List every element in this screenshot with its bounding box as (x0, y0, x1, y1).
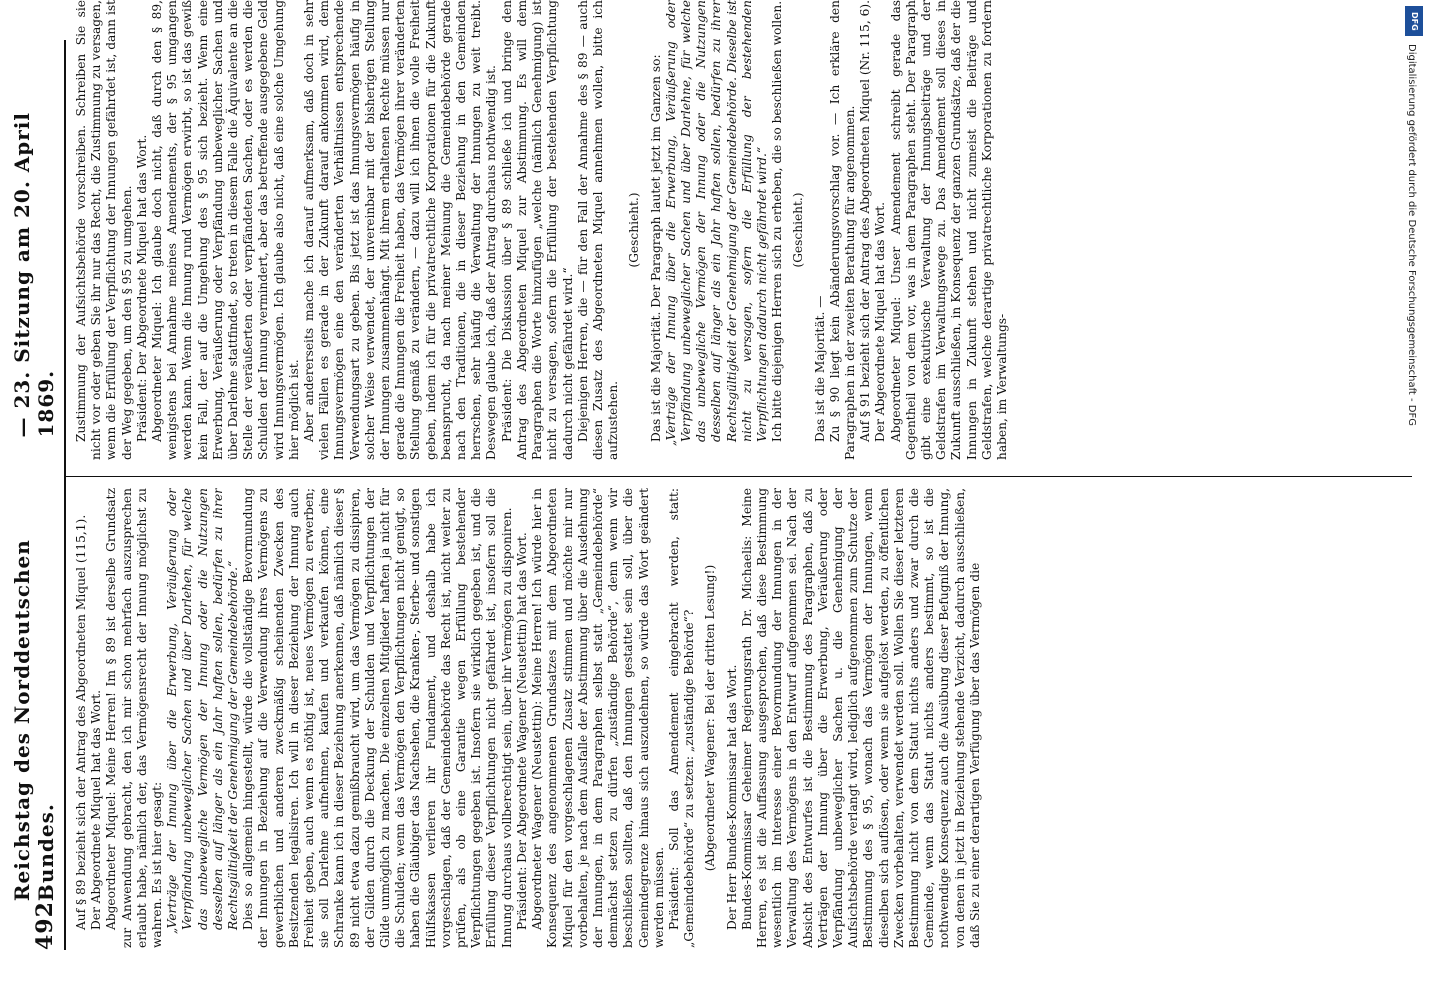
paragraph: Auf § 89 bezieht sich der Antrag des Abgeordneten Miquel (115,1). (74, 514, 88, 930)
paragraph: Präsident: Soll das Amendement eingebracht werden, statt: „Gemeindebehörde“ zu setzen: „zuständige Behörde“? (666, 488, 697, 948)
paragraph: Abgeordneter Miquel: Meine Herren! Im § 89 ist derselbe Grundsatz zur Anwendung gebracht, den ich mir schon mehrfach auszusprechen erlaubt habe, nämlich der, das Vermögensrecht der Innung möglichst zu wahren. Es ist hier gesagt: (104, 488, 165, 948)
paragraph: Auf § 91 bezieht sich der Antrag des Abgeordneten Miquel (Nr. 115, 6). (858, 0, 873, 442)
dfg-credit: Digitalisierung gefördert durch die Deutsche Forschungsgemeinschaft - DFG (1406, 44, 1417, 427)
right-column (74, 0, 1412, 460)
running-header (10, 40, 58, 950)
header-right-title: — 23. Sitzung am 20. April 1869. (10, 112, 58, 438)
paragraph: Der Herr Bundes-Kommissar hat das Wort. (724, 664, 739, 930)
paragraph: Aber andererseits mache ich darauf aufmerksam, daß doch in sehr vielen Fällen es gerade in der Zukunft darauf ankommen wird, dem Innungsvermögen eine den veränderten Verhältnissen entsprechende Verwendungsart zu geben. Bis jetzt ist das Innungsvermögen häufig in solcher Weise verwendet, der unvereinbar mit der bisherigen Stellung der Innungen zusammenhängt. Mit ihrem erhaltenen Rechte müssen nur gerade die Innungen die Freiheit haben, das Vermögen ihrer veränderten Stellung gemäß zu verändern, — dazu will ich ihnen die volle Freiheit geben, indem ich für die privatrechtliche Korporationen für die Zukunft beansprucht, da nach meiner Meinung die Gemeindebehörde gerade nach den Traditionen, die in dieser Beziehung in den Gemeinden herrschen, sehr häufig die Verwaltung der Innungen zu weit treibt. Deswegen glaube ich, daß der Antrag durchaus nothwendig ist. (302, 0, 499, 460)
paragraph: Bundes-Kommissar Geheimer Regierungsrath Dr. Michaelis: Meine Herren, es ist die Auffassung ausgesprochen, daß diese Bestimmung wesentlich im Interesse einer Bevormundung der Innungen in der Verwaltung des Vermögens in den Entwurf aufgenommen sei. Nach der Absicht des Entwurfes ist die Bestimmung des Paragraphen, daß zu Verträgen der Innung über die Erwerbung, Veräußerung oder Verpfändung unbeweglicher Sachen u. die Genehmigung der Aufsichtsbehörde verlangt wird, lediglich aufgenommen zum Schutze der Bestimmung des § 95, wonach das Vermögen der Innungen, wenn dieselben sich auflösen, oder wenn sie aufgelöst werden, zu öffentlichen Zwecken vorbehalten, verwendet werden soll. Wollen Sie dieser letzteren Bestimmung nicht von dem Statut nichts anders und zwar durch die Gemeinde, wenn das Statut nichts anders bestimmt, so ist die nothwendige Konsequenz auch die Ausübung dieser Befugniß der Innung, von denen in jetzt in Beziehung stehende Verzicht, dadurch ausschließen, daß Sie zu einer derartigen Verfügung über das Vermögen die (739, 488, 982, 948)
paragraph: (Abgeordneter Wagener: Bei der dritten Lesung!) (703, 564, 718, 872)
paragraph: Präsident: Der Abgeordnete Miquel hat das Wort. (134, 134, 149, 442)
left-column (74, 488, 1412, 948)
dfg-sidebar (1402, 0, 1428, 1000)
paragraph: Abgeordneter Wagener (Neustettin): Meine Herren! Ich würde hier in Konsequenz des angenommenen Grundsatzes mit dem Abgeordneten Miquel für den vorgeschlagenen Zusatz stimmen und möchte mir nur vorbehalten, je nach dem Ausfalle der Abstimmung über die Ausdehnung der Innungen, in dem Paragraphen selbst statt „Gemeindebehörde“ demnächst setzen zu dürfen „zuständige Behörde“, denn wenn wir beschließen sollten, daß den Innungen gestattet sein soll, über die Gemeindegrenze hinaus sich auszudehnen, so würde das Wort geändert werden müssen. (530, 488, 666, 948)
paragraph: „Verträge der Innung über die Erwerbung, Veräußerung oder Verpfändung unbeweglicher Sachen und über Darlehen, für welche das unbewegliche Vermögen der Innung oder die Nutzungen desselben auf länger als ein Jahr haften sollen, bedürfen zu ihrer Rechtsgültigkeit der Genehmigung der Gemeindebehörde.“ (165, 488, 241, 934)
paragraph: Das ist die Majorität. — (812, 295, 827, 442)
paragraph: „Verträge der Innung über die Erwerbung, Veräußerung oder Verpfändung unbeweglicher Sachen und über Darlehne, für welche das unbewegliche Vermögen der Innung oder die Nutzungen desselben auf länger als ein Jahr haften sollen, bedürfen zu ihrer Rechtsgültigkeit der Genehmigung der Gemeindebehörde. Dieselbe ist nicht zu versagen, sofern die Erfüllung der bestehenden Verpflichtungen dadurch nicht gefährdet wird.“ (663, 0, 769, 446)
paragraph: Ich bitte diejenigen Herren sich zu erheben, die so beschließen wollen. (770, 0, 785, 442)
paragraph: (Geschieht.) (627, 192, 642, 268)
paragraph: Das ist die Majorität. Der Paragraph lautet jetzt im Ganzen so: (648, 54, 663, 442)
paragraph: Zustimmung der Aufsichtsbehörde vorschreiben. Schreiben Sie sie nicht vor oder geben Sie ihr nur das Recht, die Zustimmung zu versagen, wenn die Erfüllung der Verpflichtung der Innungen gefährdet ist, dann ist der Weg gegeben, um den § 95 zu umgehen. (74, 0, 134, 460)
column-divider (66, 476, 1412, 477)
paragraph: (Geschieht.) (791, 192, 806, 268)
dfg-logo: DFG (1405, 6, 1423, 36)
paragraph: Abgeordneter Miquel: Ich glaube doch nicht, daß durch den § 89, wenigstens bei Annahme meines Amendements, der § 95 umgangen werden kann. Wenn die Innung rund Vermögen erwirbt, so ist das gewiß kein Fall, der auf die Umgehung des § 95 sich bezieht. Wenn eine Erwerbung, Veräußerung oder Verpfändung unbeweglicher Sachen und über Darlehne stattfindet, so treten in diesem Falle die Äquivalente an die Stelle der veräußerten oder verpfändeten Sachen, oder es werden die Schulden der Innung vermindert, aber das betreffende ausgegebene Geld wird Innungsvermögen. Ich glaube also nicht, daß eine solche Umgehung hier möglich ist. (150, 0, 301, 460)
paragraph: Präsident: Die Diskussion über § 89 schließe ich und bringe den Antrag des Abgeordneten Miquel zur Abstimmung. Es will dem Paragraphen die Worte hinzufügen „welche (nämlich Genehmigung) ist nicht zu versagen, sofern die Erfüllung der bestehenden Verpflichtung dadurch nicht gefährdet wird.“ (499, 0, 575, 460)
header-rule (64, 40, 66, 950)
paragraph: Zu § 90 liegt kein Abänderungsvorschlag vor. — Ich erkläre den Paragraphen in der zweiten Berathung für angenommen. (827, 0, 857, 460)
paragraph: Präsident: Der Abgeordnete Wagener (Neustettin) hat das Wort. (514, 532, 529, 930)
paragraph: Der Abgeordnete Miquel hat das Wort. (873, 201, 888, 442)
page-number: 492 (32, 901, 58, 950)
paragraph: Abgeordneter Miquel: Unser Amendement schreibt gerade das Gegentheil von dem vor, was in dem Paragraphen steht. Der Paragraph gibt eine exekutivische Verwaltung der Innungsbeiträge und der Geldstrafen im Verwaltungswege zu. Das Amendement soll dieses in Zukunft ausschließen, in Konsequenz der ganzen Grundsätze, daß der die Innungen in Zukunft stehen und nicht zumeist die Beiträge und Geldstrafen, welche derartige privatrechtliche Korporationen zu fordern haben, im Verwaltungs- (888, 0, 1009, 460)
paragraph: Der Abgeordnete Miquel hat das Wort. (89, 689, 104, 930)
paragraph: Diejenigen Herren, die — für den Fall der Annahme des § 89 — auch diesen Zusatz des Abgeordneten Miquel annehmen wollen, bitte ich aufzustehen. (575, 0, 621, 460)
header-left-title: Reichstag des Norddeutschen Bundes. (10, 539, 58, 902)
paragraph: Dies so allgemein hingestellt, würde die vollständige Bevormundung der Innungen in Beziehung auf die Verwendung ihres Vermögens zu gewerblichen und anderen zweckmäßig scheinenden Zwecken des Besitzenden legalisiren. Ich will in dieser Beziehung der Innung auch Freiheit geben, auch wenn es nöthig ist, neues Vermögen zu erwerben; sie soll Darlehne aufnehmen, kaufen und verkaufen können, eine Schranke kann ich in dieser Beziehung anerkennen, daß nämlich dieser § 89 nicht etwa dazu gemißbraucht wird, um das Vermögen zu dissipiren, der Gilden durch die Deckung der Schulden und Verpflichtungen der Gilde unmöglich zu machen. Die einzelnen Mitglieder haften ja nicht für die Schulden; wenn das Vermögen den Verpflichtungen nicht genügt, so haben die Gläubiger das Nachsehen, die Kranken-, Sterbe- und sonstigen Hülfskassen verlieren ihr Fundament, und deshalb habe ich vorgeschlagen, daß der Gemeindebehörde das Recht ist, nicht weiter zu prüfen, als ob eine Garantie wegen Erfüllung bestehender Verpflichtungen gegeben ist. Insofern sie wirklich gegeben ist, und die Erfüllung dieser Verpflichtungen nicht gefährdet ist, insofern soll die Innung durchaus vollberechtigt sein, über ihr Vermögen zu disponiren. (241, 488, 514, 948)
